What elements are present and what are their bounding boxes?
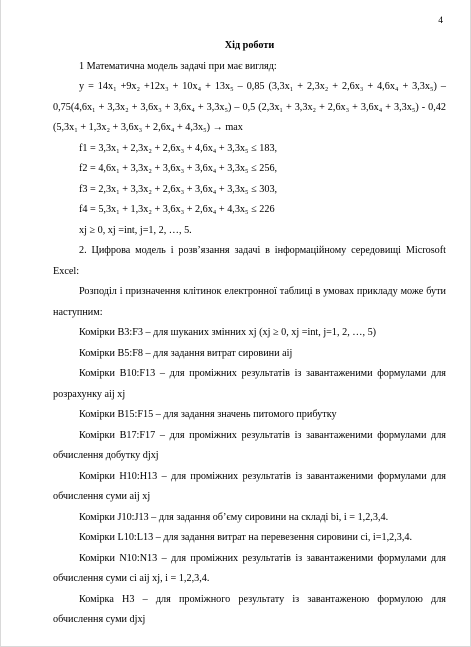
cell-range-l10-l13: Комірки L10:L13 – для задання витрат на перевезення сировини ci, i=1,2,3,4.	[79, 532, 413, 543]
model-intro: 1 Математична модель задачі при має вигляд:	[79, 60, 277, 72]
section-heading: Хід роботи	[224, 40, 275, 51]
constraint-integer: xj ≥ 0, xj =int, j=1, 2, …, 5.	[79, 224, 192, 236]
section2-title: 2. Цифрова модель і розв’язання задачі в інформаційному середовищі Microsoft Excel:	[53, 245, 446, 277]
cells-intro: Розподіл і призначення клітинок електронної таблиці в умовах прикладу може бути наступним:	[53, 286, 446, 318]
page-content	[53, 36, 446, 631]
cell-range-j10-j13: Комірки J10:J13 – для задання об’єму сировини на складі bi, i = 1,2,3,4.	[79, 511, 389, 523]
cell-range-b17-f17: Комірки B17:F17 – для проміжних результатів із завантаженими формулами для обчислення добутку djxj	[53, 429, 446, 461]
cell-h3: Комірка H3 – для проміжного результату із завантаженою формулою для обчислення суми djxj	[53, 593, 446, 625]
cell-range-b5-f8: Комірки B5:F8 – для задання витрат сировини aij	[79, 347, 293, 359]
constraint-f3: f3 = 2,3x₁ + 3,3x₂ + 2,6x₃ + 3,6x₄ + 3,3x₅ ≤ 303,	[79, 183, 278, 195]
cell-range-b15-f15: Комірки B15:F15 – для задання значень питомого прибутку	[79, 409, 337, 420]
constraint-f1: f1 = 3,3x₁ + 2,3x₂ + 2,6x₃ + 4,6x₄ + 3,3x₅ ≤ 183,	[79, 142, 278, 154]
cell-range-b10-f13: Комірки B10:F13 – для проміжних результатів із завантаженими формулами для розрахунку aij xj	[53, 368, 446, 400]
constraint-f4: f4 = 5,3x₁ + 1,3x₂ + 3,6x₃ + 2,6x₄ + 4,3x₅ ≤ 226	[79, 204, 275, 215]
page-number: 4	[438, 16, 443, 26]
cell-range-b3-f3: Комірки B3:F3 – для шуканих змінних xj (xj ≥ 0, xj =int, j=1, 2, …, 5)	[79, 327, 377, 338]
constraint-f2: f2 = 4,6x₁ + 3,3x₂ + 3,6x₃ + 3,6x₄ + 3,3x₅ ≤ 256,	[79, 163, 278, 174]
objective-function: y = 14x₁ +9x₂ +12x₃ + 10x₄ + 13x₅ – 0,85 (3,3x₁ + 2,3x₂ + 2,6x₃ + 4,6x₄ + 3,3x₅) – 0,75(4,6x₁ + 3,3x₂ + 3,6x₃ + 3,6x₄ + 3,3x₅) – 0,5 (2,3x₁ + 3,3x₂ + 2,6x₃ + 3,6x₄ + 3,3x₅) - 0,42 (5,3x₁ + 1,3x₂ + 3,6x₃ + 2,6x₄ + 4,3x₅) → max	[53, 81, 446, 133]
cell-range-h10-h13: Комірки H10:H13 – для проміжних результатів із завантаженими формулами для обчислення суми aij xj	[53, 470, 446, 502]
cell-range-n10-n13: Комірки N10:N13 – для проміжних результатів із завантаженими формулами для обчислення суми ci aij xj, i = 1,2,3,4.	[53, 552, 446, 584]
